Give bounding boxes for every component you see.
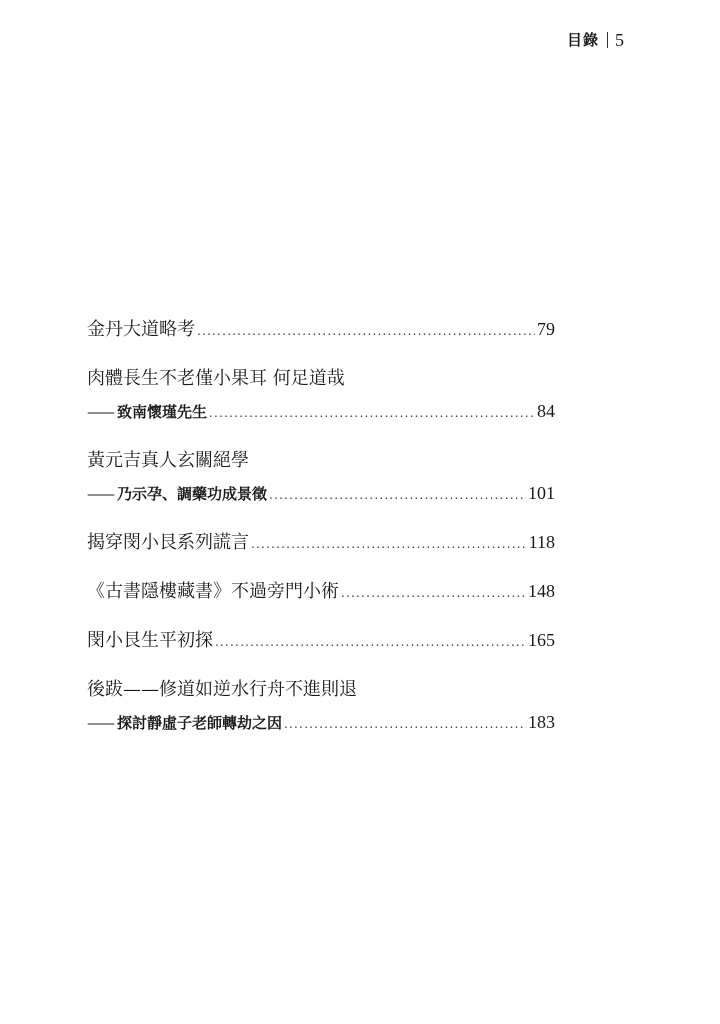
toc-entry[interactable] — [87, 575, 555, 608]
entry-gap — [87, 608, 555, 624]
toc-entry[interactable] — [87, 526, 555, 559]
em-dash: —— — [87, 403, 113, 421]
toc-entry-subtitle-text: 乃示孕、調藥功成景徵 — [117, 485, 268, 503]
toc-entry[interactable] — [87, 313, 555, 346]
toc-entry-page: 84 — [537, 401, 555, 421]
toc-entry-title: 肉體長生不老僅小果耳 何足道哉 — [87, 368, 345, 389]
em-dash: —— — [87, 485, 113, 503]
dot-leader — [269, 479, 526, 512]
running-head-divider — [607, 32, 608, 48]
toc-entry-page: 79 — [537, 319, 555, 339]
toc-entry[interactable] — [87, 362, 555, 428]
em-dash: —— — [87, 714, 113, 732]
toc-entry-title: 揭穿閔小艮系列謊言 — [87, 532, 249, 553]
entry-gap — [87, 559, 555, 575]
dot-leader — [215, 626, 526, 659]
toc-entry-subtitle — [87, 478, 267, 511]
entry-gap — [87, 657, 555, 673]
page-number: 5 — [615, 30, 624, 50]
running-head — [567, 30, 624, 50]
toc-entry-title: 黃元吉真人玄關絕學 — [87, 450, 249, 471]
toc-entry-page: 165 — [528, 630, 555, 650]
toc-entry-subtitle-text: 致南懷瑾先生 — [117, 403, 208, 421]
toc-entry-subtitle-text: 探討靜虛子老師轉劫之因 — [117, 714, 283, 732]
dot-leader — [284, 708, 526, 741]
toc-entry[interactable] — [87, 624, 555, 657]
toc-entry-page: 118 — [528, 532, 555, 552]
table-of-contents — [87, 313, 555, 739]
toc-entry[interactable] — [87, 444, 555, 510]
entry-gap — [87, 510, 555, 526]
entry-gap — [87, 428, 555, 444]
toc-entry-subtitle — [87, 707, 282, 740]
toc-entry-title: 閔小艮生平初探 — [87, 630, 213, 651]
dot-leader — [197, 315, 535, 348]
dot-leader — [209, 397, 535, 430]
toc-entry-title: 《古書隱樓藏書》不過旁門小術 — [87, 581, 339, 602]
toc-entry-title: 金丹大道略考 — [87, 319, 195, 340]
dot-leader — [341, 577, 526, 610]
toc-entry-page: 101 — [528, 483, 555, 503]
running-head-section-title: 目錄 — [566, 31, 599, 49]
toc-entry[interactable] — [87, 673, 555, 739]
toc-entry-subtitle — [87, 396, 207, 429]
dot-leader — [251, 528, 527, 561]
toc-entry-page: 183 — [528, 712, 555, 732]
entry-gap — [87, 346, 555, 362]
toc-entry-page: 148 — [528, 581, 555, 601]
toc-entry-title: 後跋——修道如逆水行舟不進則退 — [87, 679, 357, 700]
